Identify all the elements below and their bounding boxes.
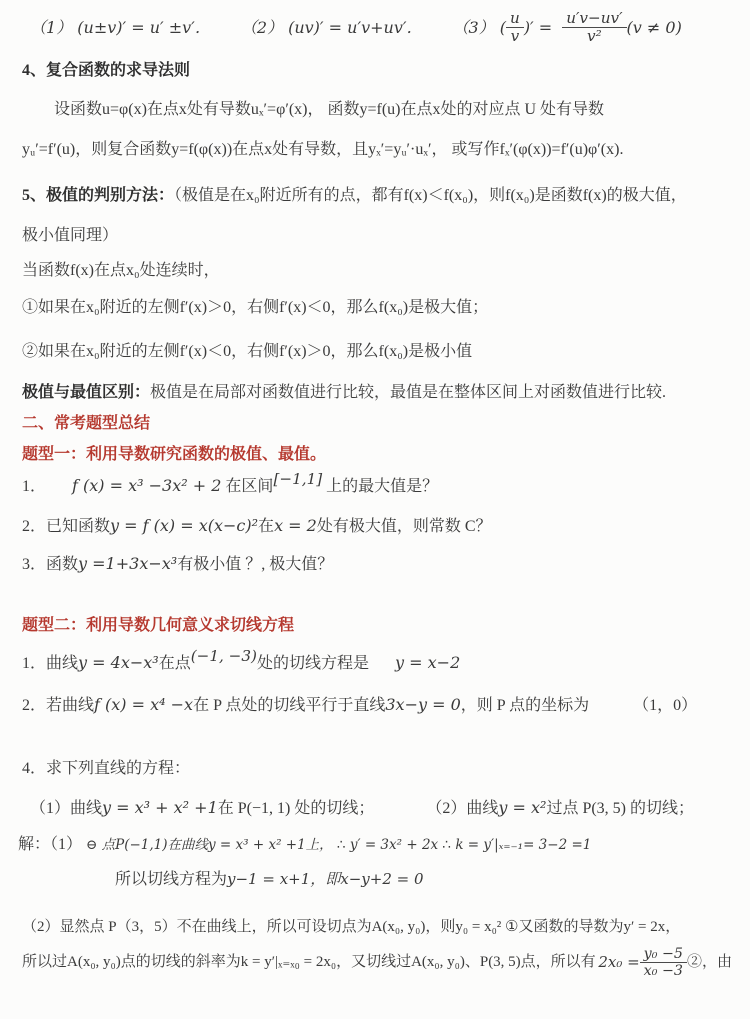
rule-quotient-condition: (v ≠ 0) [626, 18, 682, 38]
t2p2-line: 3x−y = 0 [385, 695, 461, 715]
solution-step1: ⊖ 点P(−1,1)在曲线y = x³ + x² +1上， ∴ y′ = 3x² + 2x ∴ k = y′|ₓ₌₋₁= 3−2 =1 [86, 837, 592, 854]
problem3-text: 有极小值 ？, 极大值？ [177, 555, 334, 573]
problem1-text1: 在区间 [225, 478, 274, 496]
section5-line2: 极小值同理） [22, 227, 119, 245]
solution-line3: （2）显然点 P（3，5）不在曲线上，所以可设切点为A(x₀, y₀)，则y₀ = x₀² ①又函数的导数为y′ = 2x， [22, 919, 681, 936]
problem1-interval: [−1,1] [273, 470, 323, 489]
t2p2-text2: ，则 P 点的坐标为 [460, 697, 590, 715]
extremum-note-rest: 极值是在局部对函数值进行比较，最值是在整体区间上对函数值进行比较. [150, 383, 667, 401]
section4-paragraph-line1: 设函数u=φ(x)在点x处有导数uₓ′=φ′(x)， 函数y=f(u)在点x处的对应点 U 处有导数 [54, 100, 605, 118]
problem2-point: x = 2 [274, 516, 317, 536]
problem2-lead: 2．已知函数 [22, 518, 111, 536]
rule-quotient-prefix: （3） ( [452, 18, 507, 38]
section4-paragraph-line2: yᵤ′=f′(u)，则复合函数y=f(φ(x))在点x处有导数，且yₓ′=yᵤ′·uₓ′， 或写作fₓ′(φ(x))=f′(u)φ′(x). [22, 141, 624, 159]
solution-step2-text: 所以切线方程为 [115, 870, 228, 888]
solution-line4 [22, 946, 732, 980]
quotient-rule-fraction: $\frac{u'v-uv'}{\text{v²}}$ [562, 10, 626, 46]
type2-problem4: 4．求下列直线的方程： [22, 760, 191, 778]
t2p1-curve: y = 4x−x³ [78, 652, 159, 672]
t2p2-lead: 2．若曲线 [22, 697, 95, 715]
t2p2-answer: （1，0） [633, 697, 698, 715]
problem3-function: y =1+3x−x³ [78, 553, 178, 573]
problem1-text2: 上的最大值是？ [326, 478, 439, 496]
solution-step4-text: 所以过A(x₀, y₀)点的切线的斜率为k = y′|ₓ₌ₓ₀ = 2x₀，又切线过A(x₀, y₀)、P(3, 5)点，所以有 [22, 954, 596, 971]
section5-heading-line [22, 185, 732, 207]
solution-step2-equation: y−1 = x+1，即x−y+2 = 0 [227, 869, 424, 888]
type2-problem4-subitems [30, 797, 732, 820]
rule-quotient-equals: )′ = [523, 18, 553, 38]
t2p1-text2: 处的切线方程是 [257, 654, 370, 672]
u-over-v-fraction: $\frac{u}{v}$ [506, 10, 524, 46]
p4-sub2-text: 过点 P(3, 5) 的切线； [546, 799, 694, 817]
extremum-note-bold: 极值与最值区别： [22, 383, 151, 401]
problem3-lead: 3．函数 [22, 555, 79, 573]
type2-problem2 [22, 694, 732, 717]
type1-problem1 [22, 470, 732, 498]
rule-sum: （1） (u±v)′ = u′ ±v′． [30, 18, 211, 38]
solution-line1 [18, 834, 732, 856]
section5-line3: 当函数f(x)在点x₀处连续时， [22, 261, 220, 279]
extremum-case1: ①如果在x₀附近的左侧f′(x)＞0，右侧f′(x)＜0，那么f(x₀)是极大值； [22, 298, 489, 316]
p4-sub1-curve: y = x³ + x² +1 [102, 797, 218, 817]
t2p2-text1: 在 P 点处的切线平行于直线 [193, 697, 386, 715]
derivative-rules-line [30, 10, 732, 46]
type2-heading: 题型二：利用导数几何意义求切线方程 [22, 617, 295, 635]
t2p1-text1: 在点 [158, 654, 191, 672]
problem1-function: f (x) = x³ −3x² + 2 [72, 476, 222, 496]
solution-step4-end: ②，由 [686, 954, 732, 971]
rule-quotient [453, 10, 682, 46]
type2-problem1 [22, 646, 732, 675]
t2p1-answer: y = x−2 [395, 652, 461, 672]
problem2-function: y = f (x) = x(x−c)² [110, 516, 259, 536]
type1-heading: 题型一：利用导数研究函数的极值、最值。 [22, 445, 327, 463]
p4-sub1-lead: （1）曲线 [30, 799, 103, 817]
slope-equation-lhs: 2x₀ = [598, 953, 640, 972]
extremum-note-line [22, 382, 732, 404]
p4-sub2-lead: （2）曲线 [426, 799, 499, 817]
type1-problem3 [22, 553, 732, 576]
slope-fraction: $\frac{\text{y₀ −5}}{\text{x₀ −3}}$ [640, 946, 687, 980]
section4-heading: 4、复合函数的求导法则 [22, 61, 191, 79]
rule-product: （2） (uv)′ = u′v+uv′． [240, 18, 423, 38]
t2p1-point: (−1, −3) [190, 646, 257, 665]
problem2-text2: 处有极大值，则常数 C？ [316, 518, 492, 536]
section5-heading: 5、极值的判别方法： [22, 186, 175, 204]
p4-sub1 [30, 797, 375, 817]
section5-heading-rest: （极值是在x₀附近所有的点，都有f(x)＜f(x₀)，则f(x₀)是函数f(x)的极大值， [174, 186, 687, 204]
solution-label: 解：（1） [18, 836, 83, 854]
p4-sub1-text: 在 P(−1, 1) 处的切线； [217, 799, 375, 817]
t2p1-lead: 1．曲线 [22, 654, 79, 672]
t2p2-curve: f (x) = x⁴ −x [94, 695, 194, 715]
type1-problem2 [22, 515, 732, 538]
p4-sub2-curve: y = x² [498, 797, 547, 817]
section-common-types-heading: 二、常考题型总结 [22, 415, 151, 433]
p4-sub2 [426, 797, 694, 817]
problem1-number: 1． [22, 478, 47, 496]
solution-line2 [115, 869, 732, 891]
problem2-text1: 在 [258, 518, 275, 536]
extremum-case2: ②如果在x₀附近的左侧f′(x)＜0，右侧f′(x)＞0，那么f(x₀)是极小值 [22, 343, 473, 361]
